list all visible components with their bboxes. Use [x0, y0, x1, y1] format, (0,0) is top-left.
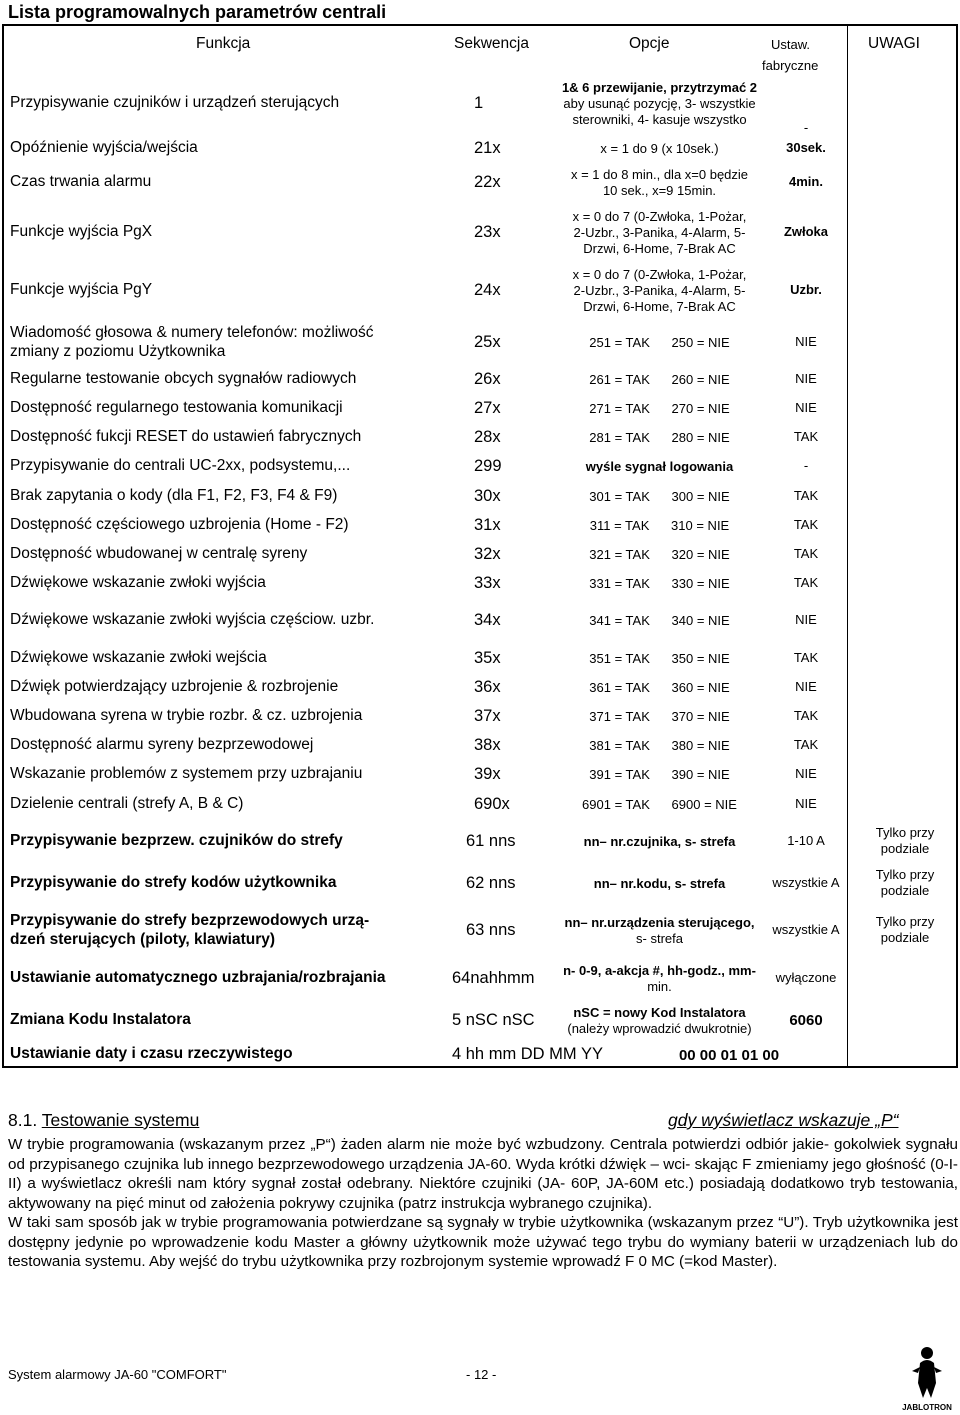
- factory-default: TAK: [793, 707, 819, 723]
- sequence-code: 37x: [474, 706, 501, 725]
- sequence-code: 1: [474, 94, 484, 112]
- option-text: 261 = TAK 260 = NIE: [589, 372, 730, 387]
- sequence-code: 24x: [474, 281, 501, 299]
- option-text: wyśle sygnał logowania: [585, 459, 734, 474]
- header-uwagi: UWAGI: [868, 35, 920, 52]
- function-label: Dźwiękowe wskazanie zwłoki wyjścia częściow. uzbr.: [10, 611, 375, 628]
- sequence-code: 27x: [474, 399, 501, 417]
- sequence-code: 62 nns: [466, 874, 516, 892]
- remark-text: podziale: [880, 883, 930, 898]
- function-label: Dostępność regularnego testowania komunikacji: [10, 399, 343, 416]
- option-text: x = 1 do 8 min., dla x=0 będzie: [570, 167, 749, 182]
- option-text: min.: [647, 979, 672, 994]
- table-row: [4, 863, 956, 905]
- section-number: 8.1.: [8, 1110, 38, 1130]
- factory-default: NIE: [795, 796, 817, 811]
- function-label: Funkcje wyjścia PgX: [10, 223, 153, 240]
- function-label: Dostępność wbudowanej w centralę syreny: [10, 544, 308, 562]
- function-label-cont: dzeń sterujących (piloty, klawiatury): [10, 931, 276, 948]
- factory-default: NIE: [795, 765, 817, 781]
- option-text: 361 = TAK 360 = NIE: [589, 679, 730, 695]
- factory-default: TAK: [793, 545, 819, 561]
- table-row: [4, 320, 956, 366]
- remark-text: Tylko przy: [875, 867, 935, 882]
- table-row: [4, 702, 956, 731]
- option-text: 301 = TAK 300 = NIE: [589, 488, 730, 504]
- option-text: s- strefa: [636, 931, 683, 946]
- option-text: Drzwi, 6-Home, 7-Brak AC: [583, 299, 736, 314]
- option-text: 381 = TAK 380 = NIE: [589, 737, 730, 753]
- table-row: [4, 366, 956, 394]
- function-label: Brak zapytania o kody (dla F1, F2, F3, F4 & F9): [10, 486, 338, 504]
- function-label: Wbudowana syrena w trybie rozbr. & cz. uzbrojenia: [10, 706, 363, 724]
- header-sekwencja: Sekwencja: [454, 35, 529, 52]
- option-text: 321 = TAK 320 = NIE: [589, 546, 730, 562]
- header-ustaw: Ustaw.: [771, 37, 811, 52]
- factory-default: Zwłoka: [783, 224, 829, 239]
- section-heading: [8, 1110, 958, 1131]
- table-row: [4, 74, 956, 134]
- option-text: 281 = TAK 280 = NIE: [589, 430, 730, 445]
- function-label: Dzielenie centrali (strefy A, B & C): [10, 795, 244, 812]
- option-text: x = 0 do 7 (0-Zwłoka, 1-Pożar,: [572, 267, 747, 282]
- function-label: Wiadomość głosowa & numery telefonów: możliwość: [10, 324, 374, 341]
- factory-default: TAK: [793, 516, 819, 532]
- option-text: 1& 6 przewijanie, przytrzymać 2: [561, 80, 758, 95]
- option-text: 251 = TAK 250 = NIE: [589, 335, 730, 350]
- function-label: Przypisywanie do strefy bezprzewodowych urzą-: [10, 912, 370, 929]
- function-label: Dostępność fukcji RESET do ustawień fabrycznych: [10, 428, 362, 445]
- table-row: [4, 569, 956, 598]
- paragraph: W taki sam sposób jak w trybie programowania potwierdzane są sygnały w trybie użytkownika (wskazanym przez “U”). Tryb użytkownika jest dostępny jedynie po wprowadzenie kodu Master a główny użytkownik może używać tego trybu do wymiany baterii w urządzeniach lub do testowania systemu. Aby wejść do trybu użytkownika przy rozbrojonym systemie wprowadź F 0 MC (=kod Master).: [8, 1214, 958, 1270]
- function-label: Ustawianie daty i czasu rzeczywistego: [10, 1045, 293, 1062]
- option-text: sterowniki, 4- kasuje wszystko: [572, 112, 747, 127]
- option-text: 6901 = TAK 6900 = NIE: [582, 797, 737, 812]
- table-row: [4, 1041, 956, 1069]
- table-row: [4, 452, 956, 482]
- sequence-code: 30x: [474, 486, 501, 505]
- table-row: [4, 1001, 956, 1041]
- sequence-code: 22x: [474, 173, 501, 191]
- option-text: 391 = TAK 390 = NIE: [589, 766, 730, 782]
- option-text: x = 1 do 9 (x 10sek.): [600, 141, 719, 156]
- sequence-code: 5 nSC nSC: [452, 1011, 535, 1029]
- section-note: gdy wyświetlacz wskazuje „P“: [668, 1110, 899, 1130]
- sequence-code: 690x: [474, 795, 510, 813]
- function-label: Wskazanie problemów z systemem przy uzbrajaniu: [10, 764, 363, 782]
- function-label: Przypisywanie czujników i urządzeń sterujących: [10, 94, 340, 111]
- paragraph: W trybie programowania (wskazanym przez „P“) żaden alarm nie może być wzbudzony. Centrala potwierdzi odbiór jakie- gokolwiek sygnału od przypisanego czujnika lub innego bezprzewodowego urządzenia JA-60. Wyda krótki dźwięk – wci- skając F zmieniamy jego głośność (0-I-II) a wyświetlacz określi nam który sygnał został odebrany. Niektóre czujniki (JA- 60P, JA-60M etc.) posiadają dodatkowo tryb testowania, aktywowany na pięć minut od założenia pokrywy czujnika (patrz instrukcja wybranego czujnika).: [8, 1136, 958, 1212]
- factory-default: NIE: [795, 678, 817, 694]
- factory-default: wszystkie A: [772, 922, 840, 937]
- sequence-code: 4 hh mm DD MM YY: [452, 1045, 603, 1063]
- header-funkcja: Funkcja: [196, 35, 251, 52]
- function-label: Opóźnienie wyjścia/wejścia: [10, 139, 198, 156]
- section-body: [8, 1135, 958, 1272]
- table-row: [4, 957, 956, 1001]
- function-label: Czas trwania alarmu: [10, 173, 152, 190]
- parameter-table: [2, 24, 958, 1068]
- option-text: (należy wprowadzić dwukrotnie): [567, 1021, 752, 1036]
- sequence-code: 34x: [474, 611, 501, 629]
- factory-default: TAK: [793, 429, 819, 444]
- header-fabryczne: fabryczne: [762, 58, 819, 73]
- option-text: nSC = nowy Kod Instalatora: [573, 1005, 746, 1020]
- factory-default: 30sek.: [786, 140, 826, 155]
- table-row: [4, 482, 956, 511]
- table-row: [4, 789, 956, 821]
- factory-default: -: [803, 120, 809, 135]
- sequence-code: 299: [474, 457, 502, 475]
- table-row: [4, 760, 956, 789]
- factory-default: TAK: [793, 736, 819, 752]
- function-label: Zmiana Kodu Instalatora: [10, 1011, 191, 1028]
- table-row: [4, 204, 956, 262]
- sequence-code: 64nahhmm: [452, 969, 535, 987]
- option-text: Drzwi, 6-Home, 7-Brak AC: [583, 241, 736, 256]
- sequence-code: 63 nns: [466, 921, 516, 939]
- factory-default: TAK: [793, 487, 819, 503]
- factory-default: NIE: [795, 612, 817, 627]
- function-label: Dostępność częściowego uzbrojenia (Home - F2): [10, 515, 349, 533]
- function-label-cont: zmiany z poziomu Użytkownika: [10, 343, 226, 360]
- option-text: nn– nr.urządzenia sterującego,: [564, 915, 755, 930]
- option-text: nn– nr.czujnika, s- strefa: [583, 834, 736, 849]
- sequence-code: 39x: [474, 764, 501, 783]
- function-label: Dźwięk potwierdzający uzbrojenie & rozbrojenie: [10, 677, 339, 695]
- footer-title: System alarmowy JA-60 "COMFORT": [8, 1367, 227, 1382]
- sequence-code: 33x: [474, 573, 501, 592]
- table-row: [4, 394, 956, 424]
- table-row: [4, 136, 956, 162]
- function-label: Przypisywanie bezprzew. czujników do strefy: [10, 832, 343, 849]
- remark-text: Tylko przy: [875, 825, 935, 840]
- factory-default: 4min.: [789, 174, 823, 189]
- sequence-code: 61 nns: [466, 832, 516, 850]
- table-row: [4, 731, 956, 760]
- svg-text:JABLOTRON: JABLOTRON: [902, 1403, 952, 1412]
- factory-default: NIE: [795, 334, 817, 349]
- table-row: [4, 262, 956, 320]
- factory-default: TAK: [793, 649, 819, 665]
- section-title: Testowanie systemu: [41, 1110, 200, 1130]
- option-text: 351 = TAK 350 = NIE: [589, 650, 730, 666]
- sequence-code: 36x: [474, 677, 501, 696]
- factory-default: 1-10 A: [787, 833, 825, 848]
- table-row: [4, 424, 956, 452]
- table-row: [4, 162, 956, 204]
- function-label: Dźwiękowe wskazanie zwłoki wejścia: [10, 648, 267, 666]
- option-text: 371 = TAK 370 = NIE: [589, 708, 730, 724]
- page-title: Lista programowalnych parametrów centrali: [8, 2, 387, 22]
- table-row: [4, 905, 956, 957]
- factory-default: Uzbr.: [790, 282, 822, 297]
- table-row: [4, 540, 956, 569]
- factory-default: wszystkie A: [772, 875, 840, 890]
- remark-text: podziale: [880, 930, 930, 945]
- function-label: Przypisywanie do centrali UC-2xx, podsystemu,...: [10, 457, 351, 474]
- factory-default: wyłączone: [775, 970, 837, 985]
- option-text: 271 = TAK 270 = NIE: [589, 401, 730, 416]
- function-label: Dostępność alarmu syreny bezprzewodowej: [10, 735, 314, 753]
- function-label: Ustawianie automatycznego uzbrajania/rozbrajania: [10, 969, 386, 986]
- option-text: 331 = TAK 330 = NIE: [589, 575, 730, 591]
- factory-default: -: [803, 458, 809, 473]
- table-row: [4, 511, 956, 540]
- sequence-code: 26x: [474, 370, 501, 388]
- option-text: x = 0 do 7 (0-Zwłoka, 1-Pożar,: [572, 209, 747, 224]
- function-label: Dźwiękowe wskazanie zwłoki wyjścia: [10, 573, 266, 591]
- factory-default: 6060: [789, 1012, 823, 1029]
- table-row: [4, 644, 956, 673]
- sequence-code: 35x: [474, 648, 501, 667]
- option-text: 00 00 01 01 00: [678, 1047, 780, 1064]
- remark-text: Tylko przy: [875, 914, 935, 929]
- option-text: 2-Uzbr., 3-Panika, 4-Alarm, 5-: [573, 283, 746, 298]
- function-label: Przypisywanie do strefy kodów użytkownika: [10, 874, 337, 891]
- sequence-code: 31x: [474, 515, 501, 534]
- factory-default: TAK: [793, 574, 819, 590]
- header-opcje: Opcje: [629, 35, 670, 52]
- sequence-code: 21x: [474, 139, 501, 157]
- option-text: 2-Uzbr., 3-Panika, 4-Alarm, 5-: [573, 225, 746, 240]
- sequence-code: 25x: [474, 333, 501, 351]
- table-row: [4, 821, 956, 863]
- option-text: 341 = TAK 340 = NIE: [589, 613, 730, 628]
- table-row: [4, 598, 956, 644]
- sequence-code: 28x: [474, 428, 501, 446]
- option-text: 311 = TAK 310 = NIE: [589, 517, 730, 533]
- remark-text: podziale: [880, 841, 930, 856]
- function-label: Regularne testowanie obcych sygnałów radiowych: [10, 370, 357, 387]
- option-text: 10 sek., x=9 15min.: [602, 183, 717, 198]
- jablotron-logo: [898, 1343, 956, 1413]
- function-label: Funkcje wyjścia PgY: [10, 281, 153, 298]
- table-row: [4, 673, 956, 702]
- factory-default: NIE: [795, 400, 817, 415]
- option-text: n- 0-9, a-akcja #, hh-godz., mm-: [563, 963, 756, 978]
- sequence-code: 23x: [474, 223, 501, 241]
- page-number: - 12 -: [466, 1367, 497, 1382]
- option-text: aby usunąć pozycję, 3- wszystkie: [563, 96, 756, 111]
- option-text: nn– nr.kodu, s- strefa: [593, 876, 726, 891]
- sequence-code: 32x: [474, 544, 501, 563]
- sequence-code: 38x: [474, 735, 501, 754]
- factory-default: NIE: [795, 371, 817, 386]
